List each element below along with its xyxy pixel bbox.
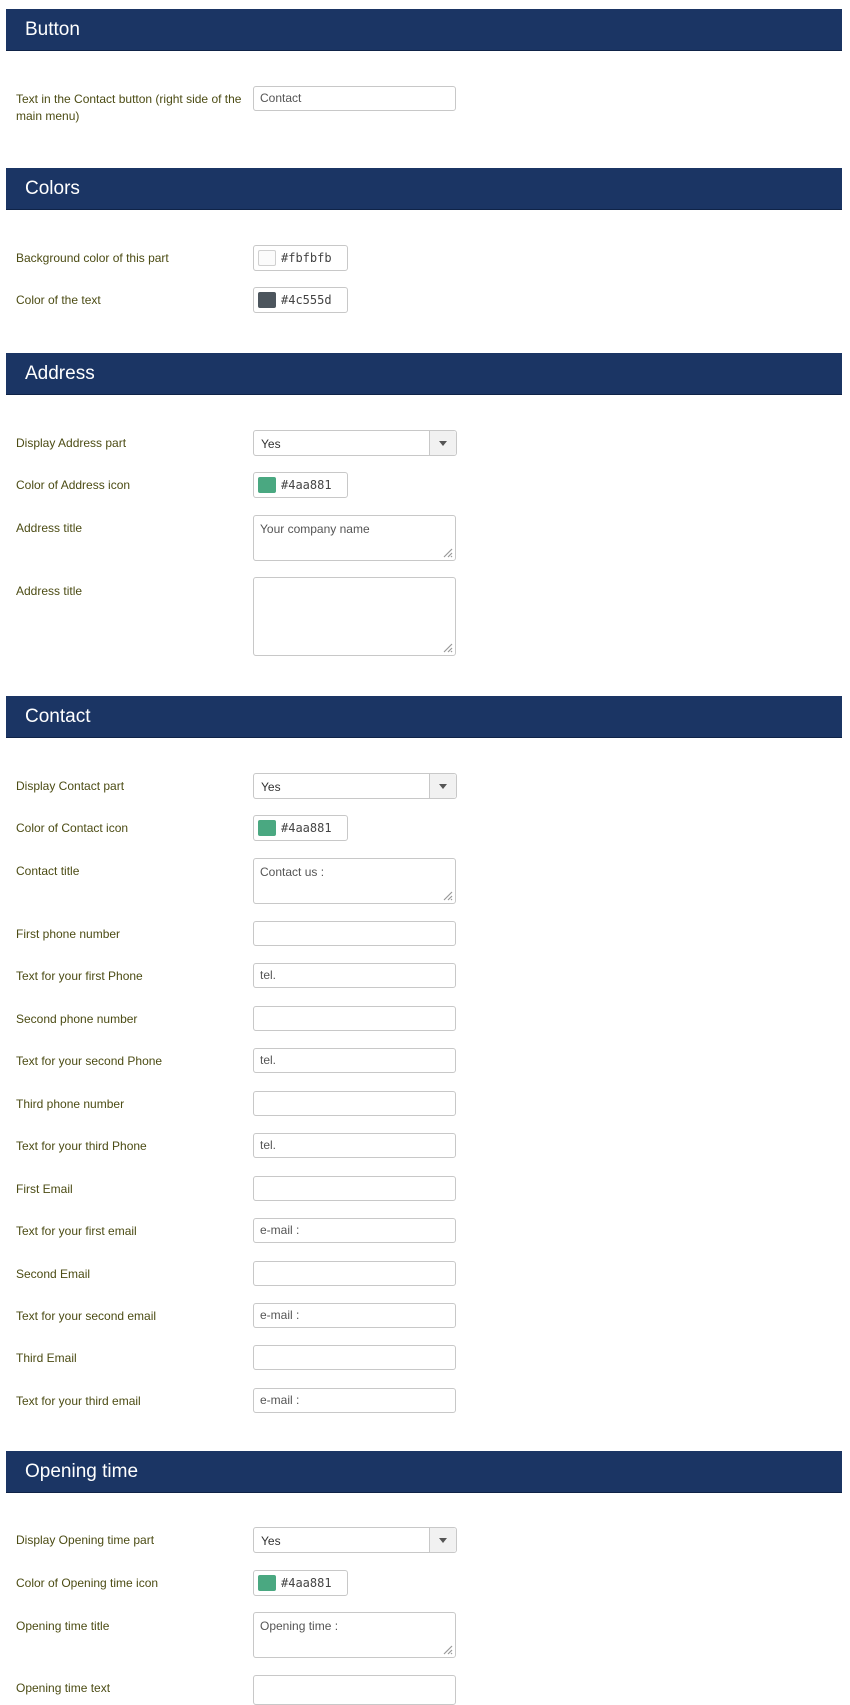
first-email-label: First Email xyxy=(16,1182,73,1196)
caret-down-icon xyxy=(439,784,447,789)
third-phone-label: Third phone number xyxy=(16,1097,125,1111)
section-title: Contact xyxy=(25,706,91,727)
contact-icon-color-label: Color of Contact icon xyxy=(16,821,129,835)
third-email-text-label: Text for your third email xyxy=(16,1394,141,1408)
section-header-opening-time xyxy=(6,1451,842,1493)
section-header-address xyxy=(6,353,842,395)
first-email-input[interactable] xyxy=(253,1176,456,1201)
textarea-value: Contact us : xyxy=(260,865,325,879)
dropdown-button[interactable] xyxy=(429,1528,456,1552)
address-icon-color-picker[interactable] xyxy=(253,472,348,498)
third-email-text-input[interactable]: e-mail : xyxy=(253,1388,456,1413)
display-contact-select[interactable] xyxy=(253,773,457,799)
display-opening-label: Display Opening time part xyxy=(16,1533,155,1547)
second-phone-text-label: Text for your second Phone xyxy=(16,1054,163,1068)
opening-icon-color-label: Color of Opening time icon xyxy=(16,1576,159,1590)
color-swatch-icon xyxy=(258,820,276,836)
background-color-label: Background color of this part xyxy=(16,251,169,265)
third-email-input[interactable] xyxy=(253,1345,456,1370)
third-phone-input[interactable] xyxy=(253,1091,456,1116)
color-hex-value: #4aa881 xyxy=(281,478,332,492)
display-opening-select[interactable] xyxy=(253,1527,457,1553)
opening-title-textarea[interactable] xyxy=(253,1612,456,1658)
opening-icon-color-picker[interactable] xyxy=(253,1570,348,1596)
opening-title-label: Opening time title xyxy=(16,1619,110,1633)
display-address-select[interactable] xyxy=(253,430,457,456)
second-phone-input[interactable] xyxy=(253,1006,456,1031)
text-color-label: Color of the text xyxy=(16,293,101,307)
dropdown-button[interactable] xyxy=(429,431,456,455)
second-email-label: Second Email xyxy=(16,1267,91,1281)
contact-button-text-input[interactable]: Contact xyxy=(253,86,456,111)
color-swatch-icon xyxy=(258,477,276,493)
third-phone-text-input[interactable]: tel. xyxy=(253,1133,456,1158)
contact-icon-color-picker[interactable] xyxy=(253,815,348,841)
caret-down-icon xyxy=(439,1538,447,1543)
color-swatch-icon xyxy=(258,250,276,266)
select-value: Yes xyxy=(261,1534,281,1548)
third-email-label: Third Email xyxy=(16,1351,77,1365)
color-hex-value: #4aa881 xyxy=(281,821,332,835)
first-email-text-input[interactable]: e-mail : xyxy=(253,1218,456,1243)
address-title-2-label: Address title xyxy=(16,584,83,598)
select-value: Yes xyxy=(261,437,281,451)
section-title: Address xyxy=(25,363,95,384)
second-phone-label: Second phone number xyxy=(16,1012,138,1026)
first-phone-text-label: Text for your first Phone xyxy=(16,969,143,983)
address-title-2-textarea[interactable] xyxy=(253,577,456,656)
contact-button-text-label: Text in the Contact button (right side of the main menu) xyxy=(16,92,242,123)
dropdown-button[interactable] xyxy=(429,774,456,798)
color-swatch-icon xyxy=(258,292,276,308)
select-value: Yes xyxy=(261,780,281,794)
display-contact-label: Display Contact part xyxy=(16,779,125,793)
resize-grip-icon[interactable] xyxy=(441,546,453,558)
caret-down-icon xyxy=(439,441,447,446)
section-title: Button xyxy=(25,19,80,40)
first-phone-label: First phone number xyxy=(16,927,121,941)
address-title-label: Address title xyxy=(16,521,83,535)
resize-grip-icon[interactable] xyxy=(441,1643,453,1655)
first-email-text-label: Text for your first email xyxy=(16,1224,137,1238)
section-header-button xyxy=(6,9,842,51)
section-header-colors xyxy=(6,168,842,210)
address-title-textarea[interactable] xyxy=(253,515,456,561)
address-icon-color-label: Color of Address icon xyxy=(16,478,131,492)
contact-title-textarea[interactable] xyxy=(253,858,456,904)
textarea-value: Your company name xyxy=(260,522,370,536)
second-email-text-input[interactable]: e-mail : xyxy=(253,1303,456,1328)
second-email-text-label: Text for your second email xyxy=(16,1309,157,1323)
first-phone-text-input[interactable]: tel. xyxy=(253,963,456,988)
opening-text-label: Opening time text xyxy=(16,1681,111,1695)
text-color-picker[interactable] xyxy=(253,287,348,313)
background-color-picker[interactable] xyxy=(253,245,348,271)
textarea-value: Opening time : xyxy=(260,1619,339,1633)
section-title: Colors xyxy=(25,178,80,199)
second-phone-text-input[interactable]: tel. xyxy=(253,1048,456,1073)
first-phone-input[interactable] xyxy=(253,921,456,946)
second-email-input[interactable] xyxy=(253,1261,456,1286)
resize-grip-icon[interactable] xyxy=(441,641,453,653)
section-title: Opening time xyxy=(25,1461,139,1482)
color-hex-value: #fbfbfb xyxy=(281,251,332,265)
color-swatch-icon xyxy=(258,1575,276,1591)
third-phone-text-label: Text for your third Phone xyxy=(16,1139,147,1153)
color-hex-value: #4c555d xyxy=(281,293,332,307)
resize-grip-icon[interactable] xyxy=(441,889,453,901)
contact-title-label: Contact title xyxy=(16,864,80,878)
color-hex-value: #4aa881 xyxy=(281,1576,332,1590)
section-header-contact xyxy=(6,696,842,738)
display-address-label: Display Address part xyxy=(16,436,127,450)
